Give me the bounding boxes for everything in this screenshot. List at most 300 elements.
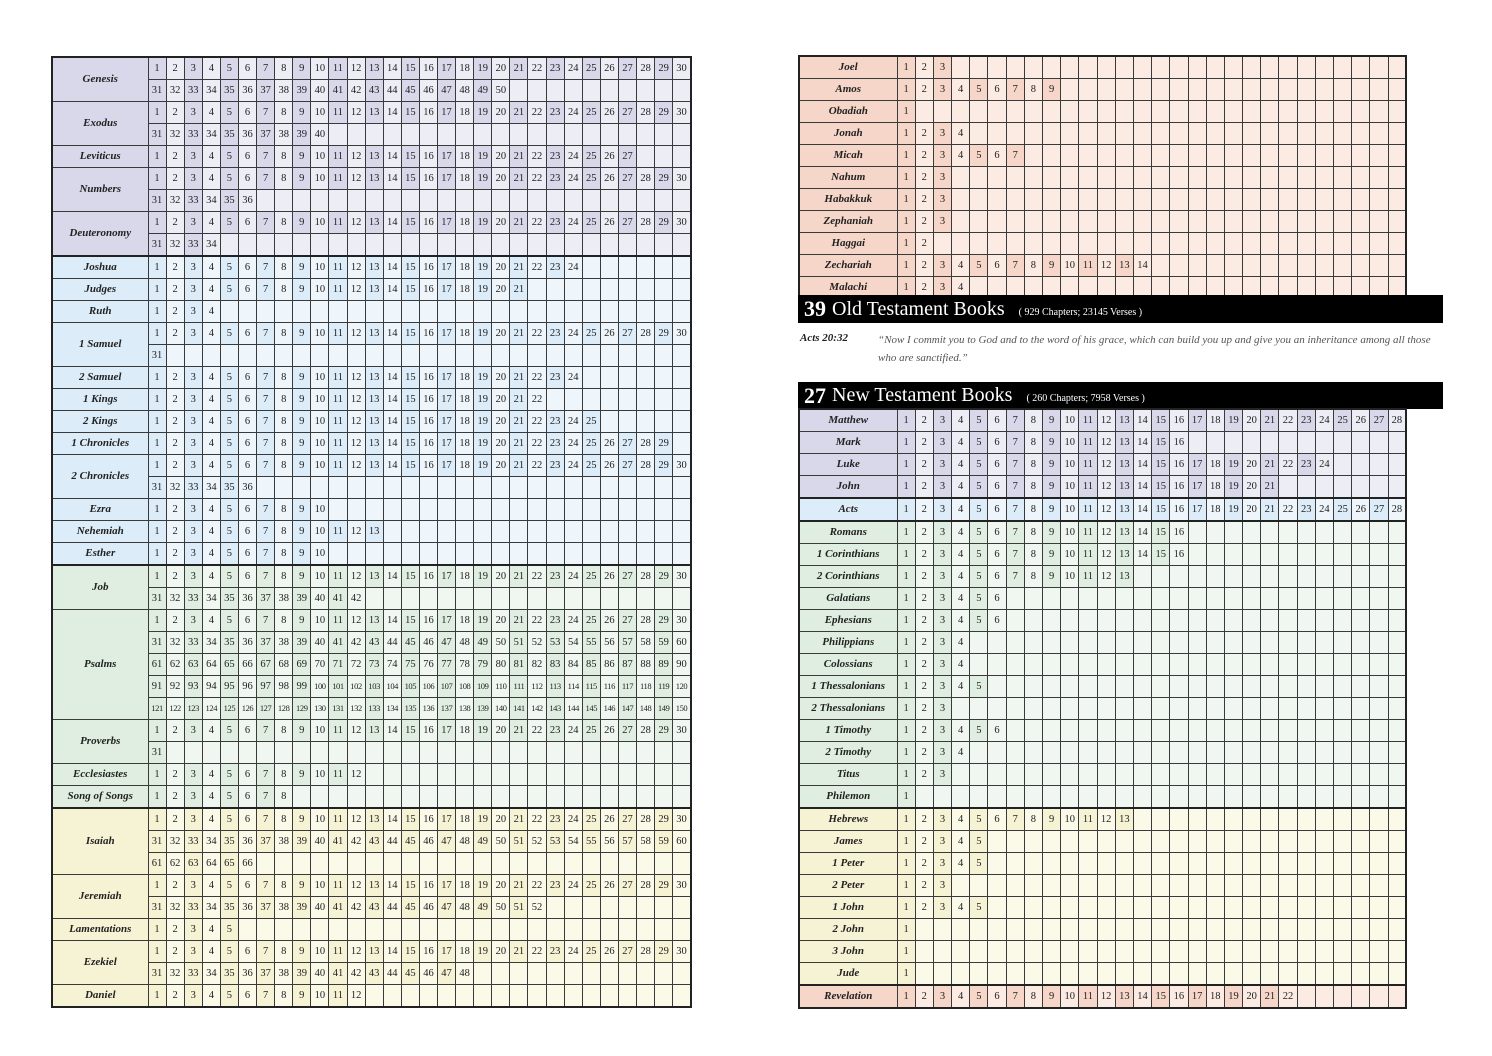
- chapter-cell[interactable]: [1370, 255, 1388, 277]
- chapter-cell[interactable]: 42: [347, 897, 365, 919]
- chapter-cell[interactable]: [546, 124, 564, 146]
- chapter-cell[interactable]: 10: [311, 610, 329, 632]
- chapter-cell[interactable]: [970, 101, 988, 123]
- chapter-cell[interactable]: [915, 786, 933, 809]
- chapter-cell[interactable]: [1243, 875, 1261, 897]
- chapter-cell[interactable]: [933, 101, 951, 123]
- chapter-cell[interactable]: 65: [220, 654, 238, 676]
- chapter-cell[interactable]: 16: [419, 808, 437, 831]
- chapter-cell[interactable]: [1152, 764, 1170, 786]
- chapter-cell[interactable]: 148: [637, 698, 655, 720]
- chapter-cell[interactable]: [1006, 919, 1024, 941]
- chapter-cell[interactable]: 6: [988, 588, 1006, 610]
- chapter-cell[interactable]: [1388, 432, 1406, 454]
- chapter-cell[interactable]: 17: [438, 808, 456, 831]
- chapter-cell[interactable]: [1133, 167, 1151, 189]
- chapter-cell[interactable]: 33: [184, 897, 202, 919]
- chapter-cell[interactable]: 10: [311, 411, 329, 433]
- chapter-cell[interactable]: [1115, 101, 1133, 123]
- chapter-cell[interactable]: 11: [329, 875, 347, 897]
- chapter-cell[interactable]: [1152, 566, 1170, 588]
- chapter-cell[interactable]: [1334, 764, 1352, 786]
- chapter-cell[interactable]: 29: [655, 57, 673, 80]
- chapter-cell[interactable]: 8: [1024, 255, 1042, 277]
- chapter-cell[interactable]: [1334, 189, 1352, 211]
- chapter-cell[interactable]: 16: [419, 323, 437, 345]
- chapter-cell[interactable]: [1261, 588, 1279, 610]
- chapter-cell[interactable]: 21: [510, 256, 528, 279]
- chapter-cell[interactable]: 43: [365, 897, 383, 919]
- chapter-cell[interactable]: [419, 521, 437, 543]
- chapter-cell[interactable]: [1152, 875, 1170, 897]
- chapter-cell[interactable]: 18: [456, 168, 474, 190]
- chapter-cell[interactable]: 103: [365, 676, 383, 698]
- chapter-cell[interactable]: 133: [365, 698, 383, 720]
- chapter-cell[interactable]: 4: [952, 742, 970, 764]
- chapter-cell[interactable]: [528, 853, 546, 875]
- chapter-cell[interactable]: [166, 345, 184, 367]
- chapter-cell[interactable]: 28: [637, 168, 655, 190]
- chapter-cell[interactable]: [673, 301, 691, 323]
- chapter-cell[interactable]: 17: [438, 720, 456, 742]
- chapter-cell[interactable]: 34: [202, 124, 220, 146]
- chapter-cell[interactable]: 12: [347, 985, 365, 1008]
- chapter-cell[interactable]: 5: [220, 168, 238, 190]
- chapter-cell[interactable]: [1097, 233, 1115, 255]
- chapter-cell[interactable]: [401, 543, 419, 566]
- chapter-cell[interactable]: [1115, 897, 1133, 919]
- chapter-cell[interactable]: 1: [148, 764, 166, 786]
- chapter-cell[interactable]: 43: [365, 632, 383, 654]
- chapter-cell[interactable]: [510, 345, 528, 367]
- chapter-cell[interactable]: 15: [401, 279, 419, 301]
- chapter-cell[interactable]: 2: [166, 941, 184, 963]
- chapter-cell[interactable]: [1388, 919, 1406, 941]
- chapter-cell[interactable]: 6: [238, 367, 256, 389]
- chapter-cell[interactable]: 142: [528, 698, 546, 720]
- chapter-cell[interactable]: 132: [347, 698, 365, 720]
- chapter-cell[interactable]: 3: [933, 432, 951, 454]
- chapter-cell[interactable]: 4: [952, 432, 970, 454]
- chapter-cell[interactable]: [1188, 233, 1206, 255]
- chapter-cell[interactable]: [528, 742, 546, 764]
- chapter-cell[interactable]: [1370, 101, 1388, 123]
- chapter-cell[interactable]: 11: [329, 102, 347, 124]
- chapter-cell[interactable]: 2: [166, 808, 184, 831]
- chapter-cell[interactable]: [1079, 654, 1097, 676]
- chapter-cell[interactable]: 19: [474, 323, 492, 345]
- chapter-cell[interactable]: [1370, 56, 1388, 79]
- chapter-cell[interactable]: 11: [1079, 454, 1097, 476]
- chapter-cell[interactable]: [438, 521, 456, 543]
- chapter-cell[interactable]: [1224, 79, 1242, 101]
- chapter-cell[interactable]: 1: [897, 544, 915, 566]
- chapter-cell[interactable]: 8: [275, 279, 293, 301]
- chapter-cell[interactable]: [1133, 786, 1151, 809]
- chapter-cell[interactable]: 2: [915, 189, 933, 211]
- chapter-cell[interactable]: 22: [528, 389, 546, 411]
- chapter-cell[interactable]: 32: [166, 897, 184, 919]
- chapter-cell[interactable]: [1115, 167, 1133, 189]
- chapter-cell[interactable]: 4: [202, 919, 220, 941]
- chapter-cell[interactable]: 21: [510, 455, 528, 477]
- chapter-cell[interactable]: [952, 764, 970, 786]
- chapter-cell[interactable]: 63: [184, 654, 202, 676]
- chapter-cell[interactable]: [1043, 145, 1061, 167]
- chapter-cell[interactable]: 33: [184, 234, 202, 257]
- chapter-cell[interactable]: [1315, 720, 1333, 742]
- chapter-cell[interactable]: 15: [401, 433, 419, 455]
- chapter-cell[interactable]: 7: [257, 57, 275, 80]
- chapter-cell[interactable]: [1243, 720, 1261, 742]
- chapter-cell[interactable]: [1006, 831, 1024, 853]
- chapter-cell[interactable]: [492, 234, 510, 257]
- chapter-cell[interactable]: [1006, 742, 1024, 764]
- chapter-cell[interactable]: [564, 963, 582, 985]
- chapter-cell[interactable]: 1: [897, 853, 915, 875]
- chapter-cell[interactable]: 6: [238, 57, 256, 80]
- chapter-cell[interactable]: 46: [419, 897, 437, 919]
- chapter-cell[interactable]: 47: [438, 831, 456, 853]
- chapter-cell[interactable]: 36: [238, 80, 256, 102]
- chapter-cell[interactable]: [1297, 233, 1315, 255]
- chapter-cell[interactable]: 8: [1024, 985, 1042, 1008]
- chapter-cell[interactable]: 17: [1188, 985, 1206, 1008]
- chapter-cell[interactable]: [474, 234, 492, 257]
- chapter-cell[interactable]: 7: [257, 212, 275, 234]
- chapter-cell[interactable]: 5: [220, 985, 238, 1008]
- chapter-cell[interactable]: 3: [184, 808, 202, 831]
- chapter-cell[interactable]: 1: [148, 610, 166, 632]
- chapter-cell[interactable]: 36: [238, 588, 256, 610]
- chapter-cell[interactable]: 82: [528, 654, 546, 676]
- chapter-cell[interactable]: [1024, 632, 1042, 654]
- chapter-cell[interactable]: 40: [311, 588, 329, 610]
- chapter-cell[interactable]: 1: [897, 233, 915, 255]
- chapter-cell[interactable]: 14: [383, 367, 401, 389]
- chapter-cell[interactable]: [1352, 544, 1370, 566]
- chapter-cell[interactable]: [1170, 897, 1188, 919]
- chapter-cell[interactable]: [401, 124, 419, 146]
- chapter-cell[interactable]: 66: [238, 654, 256, 676]
- chapter-cell[interactable]: [1188, 853, 1206, 875]
- chapter-cell[interactable]: 35: [220, 477, 238, 499]
- chapter-cell[interactable]: [275, 477, 293, 499]
- chapter-cell[interactable]: [1133, 101, 1151, 123]
- chapter-cell[interactable]: [673, 897, 691, 919]
- chapter-cell[interactable]: [1297, 123, 1315, 145]
- chapter-cell[interactable]: 11: [329, 521, 347, 543]
- chapter-cell[interactable]: 13: [365, 256, 383, 279]
- chapter-cell[interactable]: 47: [438, 963, 456, 985]
- chapter-cell[interactable]: 4: [952, 610, 970, 632]
- chapter-cell[interactable]: 3: [933, 56, 951, 79]
- chapter-cell[interactable]: [1024, 831, 1042, 853]
- chapter-cell[interactable]: [456, 543, 474, 566]
- chapter-cell[interactable]: [1352, 875, 1370, 897]
- chapter-cell[interactable]: 10: [1061, 255, 1079, 277]
- chapter-cell[interactable]: [1261, 853, 1279, 875]
- chapter-cell[interactable]: [1206, 79, 1224, 101]
- chapter-cell[interactable]: 5: [220, 279, 238, 301]
- chapter-cell[interactable]: 18: [456, 808, 474, 831]
- chapter-cell[interactable]: 25: [1334, 409, 1352, 432]
- chapter-cell[interactable]: 5: [970, 897, 988, 919]
- chapter-cell[interactable]: [1006, 632, 1024, 654]
- chapter-cell[interactable]: [238, 742, 256, 764]
- chapter-cell[interactable]: 54: [564, 831, 582, 853]
- chapter-cell[interactable]: [673, 124, 691, 146]
- chapter-cell[interactable]: 21: [510, 433, 528, 455]
- chapter-cell[interactable]: [1188, 698, 1206, 720]
- chapter-cell[interactable]: [1352, 233, 1370, 255]
- chapter-cell[interactable]: [329, 124, 347, 146]
- chapter-cell[interactable]: 9: [293, 985, 311, 1008]
- chapter-cell[interactable]: [1152, 632, 1170, 654]
- chapter-cell[interactable]: [970, 123, 988, 145]
- chapter-cell[interactable]: [1188, 963, 1206, 986]
- chapter-cell[interactable]: 5: [220, 543, 238, 566]
- chapter-cell[interactable]: [1061, 897, 1079, 919]
- chapter-cell[interactable]: [528, 499, 546, 521]
- chapter-cell[interactable]: 5: [220, 455, 238, 477]
- chapter-cell[interactable]: 22: [528, 455, 546, 477]
- chapter-cell[interactable]: 24: [564, 212, 582, 234]
- chapter-cell[interactable]: [1315, 941, 1333, 963]
- chapter-cell[interactable]: [564, 543, 582, 566]
- chapter-cell[interactable]: [419, 853, 437, 875]
- chapter-cell[interactable]: 28: [637, 212, 655, 234]
- chapter-cell[interactable]: 11: [329, 146, 347, 168]
- chapter-cell[interactable]: [564, 389, 582, 411]
- chapter-cell[interactable]: 44: [383, 963, 401, 985]
- chapter-cell[interactable]: [1079, 831, 1097, 853]
- chapter-cell[interactable]: 11: [1079, 255, 1097, 277]
- chapter-cell[interactable]: 2: [915, 123, 933, 145]
- chapter-cell[interactable]: [401, 477, 419, 499]
- chapter-cell[interactable]: 26: [600, 610, 618, 632]
- chapter-cell[interactable]: [1243, 676, 1261, 698]
- chapter-cell[interactable]: 2: [915, 432, 933, 454]
- chapter-cell[interactable]: 26: [600, 146, 618, 168]
- chapter-cell[interactable]: 39: [293, 588, 311, 610]
- chapter-cell[interactable]: [329, 477, 347, 499]
- chapter-cell[interactable]: [1097, 56, 1115, 79]
- chapter-cell[interactable]: [1370, 544, 1388, 566]
- chapter-cell[interactable]: [1388, 963, 1406, 986]
- chapter-cell[interactable]: 15: [1152, 476, 1170, 499]
- chapter-cell[interactable]: 1: [148, 543, 166, 566]
- chapter-cell[interactable]: 2: [915, 498, 933, 521]
- chapter-cell[interactable]: 23: [1297, 409, 1315, 432]
- chapter-cell[interactable]: [1152, 211, 1170, 233]
- chapter-cell[interactable]: [600, 543, 618, 566]
- chapter-cell[interactable]: [915, 101, 933, 123]
- chapter-cell[interactable]: [311, 786, 329, 809]
- chapter-cell[interactable]: 24: [564, 455, 582, 477]
- chapter-cell[interactable]: [1043, 897, 1061, 919]
- chapter-cell[interactable]: 1: [148, 212, 166, 234]
- chapter-cell[interactable]: [1079, 610, 1097, 632]
- chapter-cell[interactable]: [1152, 123, 1170, 145]
- chapter-cell[interactable]: 12: [347, 256, 365, 279]
- chapter-cell[interactable]: 7: [257, 279, 275, 301]
- chapter-cell[interactable]: [1024, 853, 1042, 875]
- chapter-cell[interactable]: [438, 234, 456, 257]
- chapter-cell[interactable]: 2: [915, 145, 933, 167]
- chapter-cell[interactable]: [1388, 454, 1406, 476]
- chapter-cell[interactable]: [383, 853, 401, 875]
- chapter-cell[interactable]: 6: [988, 610, 1006, 632]
- chapter-cell[interactable]: 2: [915, 233, 933, 255]
- chapter-cell[interactable]: 25: [582, 146, 600, 168]
- chapter-cell[interactable]: 28: [1388, 498, 1406, 521]
- chapter-cell[interactable]: [257, 477, 275, 499]
- chapter-cell[interactable]: [1043, 167, 1061, 189]
- chapter-cell[interactable]: 1: [148, 455, 166, 477]
- chapter-cell[interactable]: 34: [202, 831, 220, 853]
- chapter-cell[interactable]: [1043, 853, 1061, 875]
- chapter-cell[interactable]: [1188, 764, 1206, 786]
- chapter-cell[interactable]: [637, 190, 655, 212]
- chapter-cell[interactable]: [257, 742, 275, 764]
- chapter-cell[interactable]: 2: [166, 543, 184, 566]
- chapter-cell[interactable]: 26: [1352, 409, 1370, 432]
- chapter-cell[interactable]: [1352, 123, 1370, 145]
- chapter-cell[interactable]: [655, 897, 673, 919]
- chapter-cell[interactable]: [1243, 610, 1261, 632]
- chapter-cell[interactable]: 7: [1006, 498, 1024, 521]
- chapter-cell[interactable]: 141: [510, 698, 528, 720]
- chapter-cell[interactable]: [1079, 167, 1097, 189]
- chapter-cell[interactable]: 3: [933, 742, 951, 764]
- chapter-cell[interactable]: [347, 301, 365, 323]
- chapter-cell[interactable]: [1334, 233, 1352, 255]
- chapter-cell[interactable]: 17: [438, 57, 456, 80]
- chapter-cell[interactable]: [1024, 189, 1042, 211]
- chapter-cell[interactable]: 75: [401, 654, 419, 676]
- chapter-cell[interactable]: [952, 875, 970, 897]
- chapter-cell[interactable]: [438, 786, 456, 809]
- chapter-cell[interactable]: 13: [1115, 432, 1133, 454]
- chapter-cell[interactable]: [1334, 167, 1352, 189]
- chapter-cell[interactable]: [1279, 544, 1297, 566]
- chapter-cell[interactable]: [365, 499, 383, 521]
- chapter-cell[interactable]: 8: [275, 256, 293, 279]
- chapter-cell[interactable]: [456, 853, 474, 875]
- chapter-cell[interactable]: 34: [202, 234, 220, 257]
- chapter-cell[interactable]: 36: [238, 477, 256, 499]
- chapter-cell[interactable]: [1006, 941, 1024, 963]
- chapter-cell[interactable]: 23: [546, 610, 564, 632]
- chapter-cell[interactable]: [238, 301, 256, 323]
- chapter-cell[interactable]: 8: [275, 941, 293, 963]
- chapter-cell[interactable]: 4: [202, 875, 220, 897]
- chapter-cell[interactable]: 23: [546, 212, 564, 234]
- chapter-cell[interactable]: [438, 345, 456, 367]
- chapter-cell[interactable]: [673, 963, 691, 985]
- chapter-cell[interactable]: 36: [238, 831, 256, 853]
- chapter-cell[interactable]: 14: [383, 433, 401, 455]
- chapter-cell[interactable]: 15: [1152, 432, 1170, 454]
- chapter-cell[interactable]: 1: [897, 654, 915, 676]
- chapter-cell[interactable]: 27: [618, 875, 636, 897]
- chapter-cell[interactable]: 21: [1261, 476, 1279, 499]
- chapter-cell[interactable]: [492, 963, 510, 985]
- chapter-cell[interactable]: [1261, 79, 1279, 101]
- chapter-cell[interactable]: [1115, 211, 1133, 233]
- chapter-cell[interactable]: [637, 897, 655, 919]
- chapter-cell[interactable]: 25: [582, 941, 600, 963]
- chapter-cell[interactable]: [1133, 676, 1151, 698]
- chapter-cell[interactable]: [1243, 897, 1261, 919]
- chapter-cell[interactable]: 29: [655, 433, 673, 455]
- chapter-cell[interactable]: [637, 234, 655, 257]
- chapter-cell[interactable]: [1206, 897, 1224, 919]
- chapter-cell[interactable]: [1279, 764, 1297, 786]
- chapter-cell[interactable]: 9: [293, 389, 311, 411]
- chapter-cell[interactable]: [510, 543, 528, 566]
- chapter-cell[interactable]: 7: [257, 146, 275, 168]
- chapter-cell[interactable]: 19: [1224, 985, 1242, 1008]
- chapter-cell[interactable]: 2: [166, 301, 184, 323]
- chapter-cell[interactable]: [257, 234, 275, 257]
- chapter-cell[interactable]: 15: [1152, 454, 1170, 476]
- chapter-cell[interactable]: 9: [293, 875, 311, 897]
- chapter-cell[interactable]: [988, 698, 1006, 720]
- chapter-cell[interactable]: 67: [257, 654, 275, 676]
- chapter-cell[interactable]: [1006, 786, 1024, 809]
- chapter-cell[interactable]: 16: [419, 941, 437, 963]
- chapter-cell[interactable]: [1315, 476, 1333, 499]
- chapter-cell[interactable]: 12: [347, 146, 365, 168]
- chapter-cell[interactable]: [1061, 189, 1079, 211]
- chapter-cell[interactable]: [456, 764, 474, 786]
- chapter-cell[interactable]: [1297, 588, 1315, 610]
- chapter-cell[interactable]: [1024, 167, 1042, 189]
- chapter-cell[interactable]: 3: [933, 875, 951, 897]
- chapter-cell[interactable]: 1: [148, 146, 166, 168]
- chapter-cell[interactable]: [655, 146, 673, 168]
- chapter-cell[interactable]: 7: [257, 764, 275, 786]
- chapter-cell[interactable]: 18: [456, 367, 474, 389]
- chapter-cell[interactable]: [1115, 233, 1133, 255]
- chapter-cell[interactable]: 45: [401, 897, 419, 919]
- chapter-cell[interactable]: [970, 919, 988, 941]
- chapter-cell[interactable]: 10: [311, 565, 329, 588]
- chapter-cell[interactable]: [1261, 167, 1279, 189]
- chapter-cell[interactable]: [1243, 808, 1261, 831]
- chapter-cell[interactable]: 1: [897, 432, 915, 454]
- chapter-cell[interactable]: [1206, 808, 1224, 831]
- chapter-cell[interactable]: [329, 499, 347, 521]
- chapter-cell[interactable]: 48: [456, 831, 474, 853]
- chapter-cell[interactable]: [1352, 698, 1370, 720]
- chapter-cell[interactable]: 58: [637, 831, 655, 853]
- chapter-cell[interactable]: [1297, 676, 1315, 698]
- chapter-cell[interactable]: [1370, 233, 1388, 255]
- chapter-cell[interactable]: [1352, 189, 1370, 211]
- chapter-cell[interactable]: 3: [184, 389, 202, 411]
- chapter-cell[interactable]: [1224, 786, 1242, 809]
- chapter-cell[interactable]: [1297, 255, 1315, 277]
- chapter-cell[interactable]: [933, 786, 951, 809]
- chapter-cell[interactable]: [419, 985, 437, 1008]
- chapter-cell[interactable]: 61: [148, 654, 166, 676]
- chapter-cell[interactable]: [600, 985, 618, 1008]
- chapter-cell[interactable]: [1170, 963, 1188, 986]
- chapter-cell[interactable]: 13: [1115, 476, 1133, 499]
